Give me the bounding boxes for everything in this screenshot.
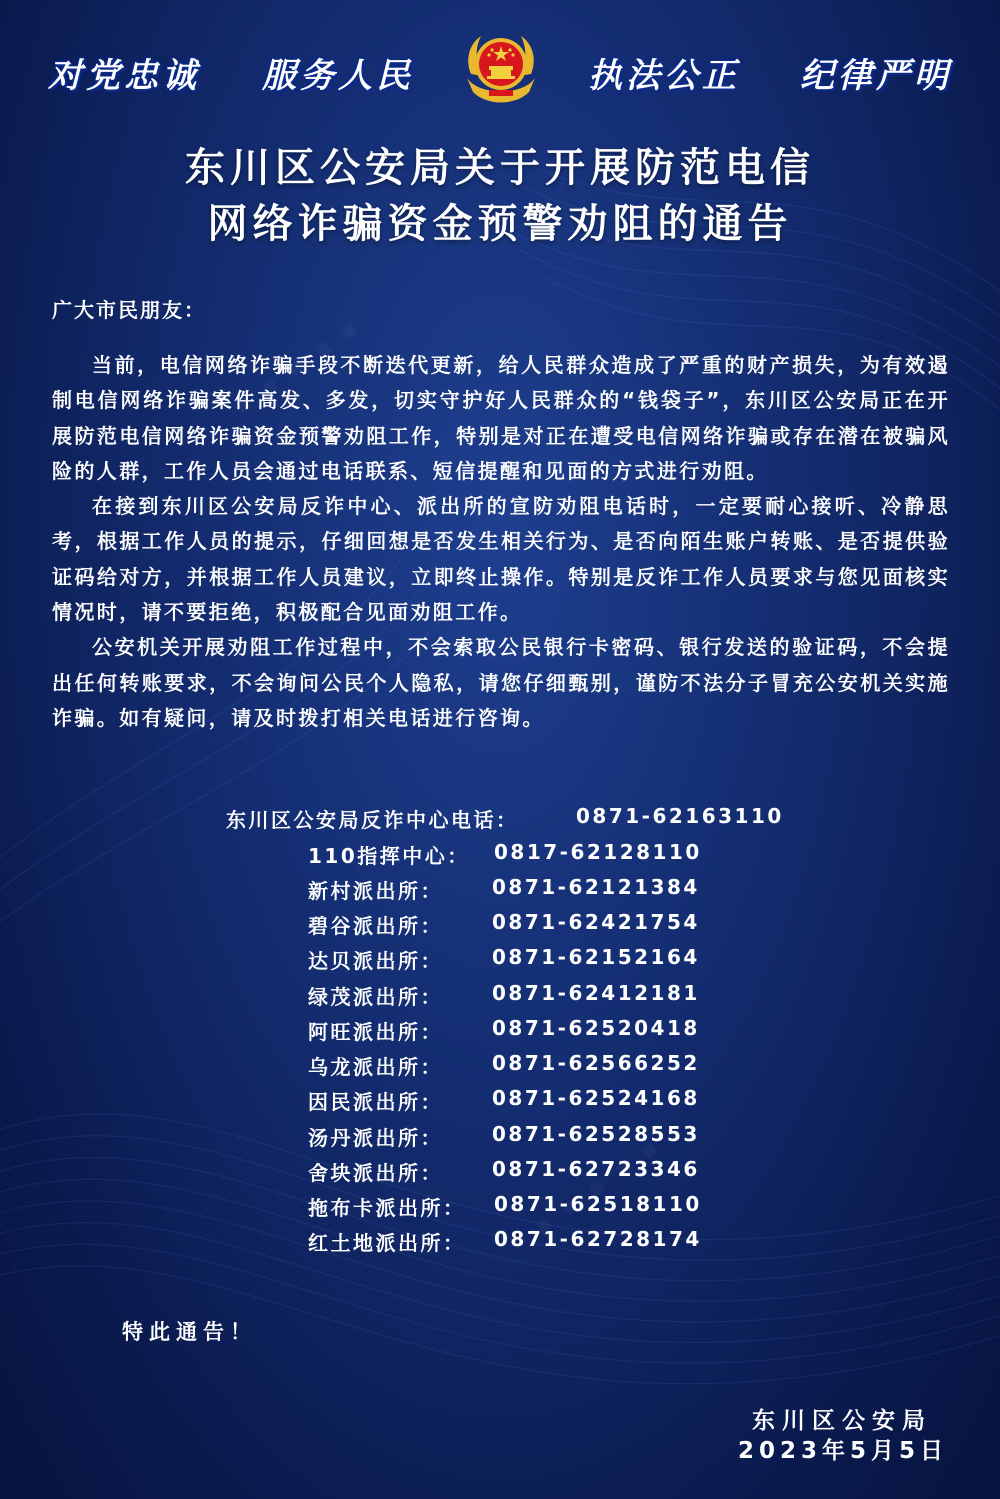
phone-number: 0871-62163110 (576, 804, 784, 828)
phone-number: 0871-62421754 (492, 910, 700, 934)
phone-number: 0871-62518110 (494, 1192, 702, 1216)
phone-name: 因民派出所： (308, 1090, 443, 1114)
phone-row (308, 1192, 702, 1221)
slogan-2: 服务人民 (262, 56, 414, 96)
paragraph-3: 公安机关开展劝阻工作过程中，不会索取公民银行卡密码、银行发送的验证码，不会提出任何转账要求，不会询问公民个人隐私，请您仔细甄别，谨防不法分子冒充公安机关实施诈骗。如有疑问，请及时拨打相关电话进行咨询。 (52, 635, 950, 730)
phone-name: 乌龙派出所： (308, 1055, 443, 1079)
police-badge-icon (459, 26, 543, 110)
phone-number: 0871-62728174 (494, 1227, 702, 1251)
phone-name: 达贝派出所： (308, 949, 443, 973)
phone-row (308, 981, 700, 1010)
phone-row (308, 1086, 700, 1115)
paragraph-1: 当前，电信网络诈骗手段不断迭代更新，给人民群众造成了严重的财产损失，为有效遏制电信网络诈骗案件高发、多发，切实守护好人民群众的“钱袋子”，东川区公安局正在开展防范电信网络诈骗资金预警劝阻工作，特别是对正在遭受电信网络诈骗或存在潜在被骗风险的人群，工作人员会通过电话联系、短信提醒和见面的方式进行劝阻。 (52, 353, 950, 483)
notice-title (0, 140, 1000, 252)
phone-row (308, 1227, 702, 1256)
phone-number: 0871-62121384 (492, 875, 700, 899)
salutation: 广大市民朋友： (52, 298, 206, 322)
phone-number: 0871-62528553 (492, 1122, 700, 1146)
title-line-2: 网络诈骗资金预警劝阻的通告 (207, 201, 793, 247)
slogan-4: 纪律严明 (800, 56, 952, 96)
phone-name: 碧谷派出所： (308, 914, 443, 938)
phone-number: 0871-62566252 (492, 1051, 700, 1075)
closing-text: 特此通告！ (122, 1320, 257, 1344)
phone-row (308, 1016, 700, 1045)
phone-name: 红土地派出所： (308, 1231, 466, 1255)
slogan-1: 对党忠诚 (48, 56, 200, 96)
notice-body (52, 348, 950, 736)
signature-organization: 东川区公安局 (752, 1408, 932, 1434)
phone-row (308, 945, 700, 974)
phone-number: 0817-62128110 (494, 840, 702, 864)
phone-number: 0871-62520418 (492, 1016, 700, 1040)
phone-name: 新村派出所： (308, 879, 443, 903)
phone-name: 汤丹派出所： (308, 1126, 443, 1150)
phone-row (308, 875, 700, 904)
phone-row (226, 804, 784, 833)
phone-number: 0871-62152164 (492, 945, 700, 969)
phone-name: 东川区公安局反诈中心电话： (226, 808, 519, 832)
paragraph-2: 在接到东川区公安局反诈中心、派出所的宣防劝阻电话时，一定要耐心接听、冷静思考，根据工作人员的提示，仔细回想是否发生相关行为、是否向陌生账户转账、是否提供验证码给对方，并根据工作人员建议，立即终止操作。特别是反诈工作人员要求与您见面核实情况时，请不要拒绝，积极配合见面劝阻工作。 (52, 494, 950, 625)
phone-name: 绿茂派出所： (308, 985, 443, 1009)
phone-name: 拖布卡派出所： (308, 1196, 466, 1220)
phone-name: 舍块派出所： (308, 1161, 443, 1185)
phone-row (308, 840, 702, 869)
phone-number: 0871-62524168 (492, 1086, 700, 1110)
signature-date: 2023年5月5日 (737, 1438, 948, 1464)
phone-row (308, 1051, 700, 1080)
phone-name: 110指挥中心： (308, 844, 470, 868)
phone-number: 0871-62412181 (492, 981, 700, 1005)
phone-row (308, 1122, 700, 1151)
phone-name: 阿旺派出所： (308, 1020, 443, 1044)
title-line-1: 东川区公安局关于开展防范电信 (185, 145, 815, 191)
slogan-3: 执法公正 (588, 56, 740, 96)
phone-row (308, 1157, 700, 1186)
phone-number: 0871-62723346 (492, 1157, 700, 1181)
phone-row (308, 910, 700, 939)
